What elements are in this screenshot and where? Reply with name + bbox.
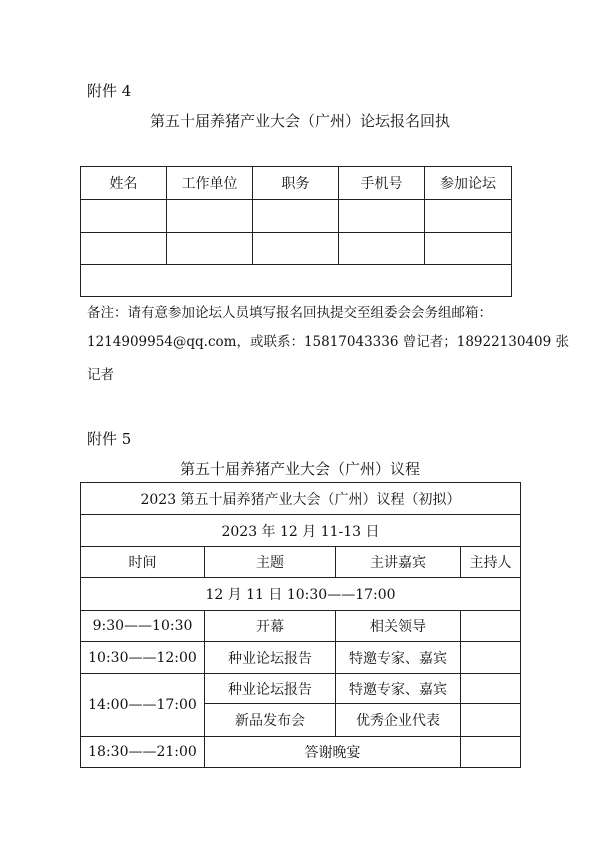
form-cell[interactable]	[253, 233, 339, 265]
topic-cell: 种业论坛报告	[205, 674, 336, 704]
time-cell: 18:30——21:00	[81, 737, 205, 768]
registration-form-title: 第五十届养猪产业大会（广州）论坛报名回执	[149, 112, 450, 130]
header-time: 时间	[81, 547, 205, 578]
agenda-title: 第五十届养猪产业大会（广州）议程	[179, 460, 420, 478]
day-row: 12 月 11 日 10:30——17:00	[81, 578, 521, 611]
header-work-unit: 工作单位	[167, 167, 253, 200]
host-cell	[461, 642, 521, 674]
time-cell: 9:30——10:30	[81, 611, 205, 642]
host-cell	[461, 737, 521, 768]
header-forum: 参加论坛	[425, 167, 512, 200]
header-name: 姓名	[81, 167, 167, 200]
form-cell[interactable]	[339, 233, 425, 265]
form-cell[interactable]	[425, 233, 512, 265]
host-cell	[461, 611, 521, 642]
header-topic: 主题	[205, 547, 336, 578]
topic-cell: 答谢晚宴	[205, 737, 461, 768]
table-row	[81, 737, 521, 768]
table-row	[81, 642, 521, 674]
header-position: 职务	[253, 167, 339, 200]
speaker-cell: 相关领导	[336, 611, 461, 642]
topic-cell: 种业论坛报告	[205, 642, 336, 674]
form-cell[interactable]	[425, 200, 512, 233]
table-row	[81, 674, 521, 704]
registration-table	[80, 166, 512, 297]
note-line-2: 1214909954@qq.com，或联系：15817043336 曾记者；18922130409 张	[87, 334, 569, 350]
form-cell[interactable]	[167, 200, 253, 233]
form-cell[interactable]	[81, 200, 167, 233]
speaker-cell: 特邀专家、嘉宾	[336, 642, 461, 674]
time-cell: 14:00——17:00	[81, 674, 205, 737]
agenda-table-date: 2023 年 12 月 11-13 日	[81, 515, 521, 547]
form-cell[interactable]	[339, 200, 425, 233]
host-cell	[461, 704, 521, 737]
note-line-3: 记者	[87, 367, 114, 383]
form-cell[interactable]	[253, 200, 339, 233]
agenda-table	[80, 482, 521, 768]
attachment-4-label: 附件 4	[87, 82, 132, 100]
agenda-table-title: 2023 第五十届养猪产业大会（广州）议程（初拟）	[81, 483, 521, 515]
form-cell-wide[interactable]	[81, 265, 512, 297]
topic-cell: 新品发布会	[205, 704, 336, 737]
note-line-1: 备注：请有意参加论坛人员填写报名回执提交至组委会会务组邮箱：	[87, 305, 492, 321]
header-phone: 手机号	[339, 167, 425, 200]
topic-cell: 开幕	[205, 611, 336, 642]
attachment-5-label: 附件 5	[87, 430, 132, 448]
speaker-cell: 特邀专家、嘉宾	[336, 674, 461, 704]
header-host: 主持人	[461, 547, 521, 578]
form-cell[interactable]	[167, 233, 253, 265]
form-cell[interactable]	[81, 233, 167, 265]
header-speaker: 主讲嘉宾	[336, 547, 461, 578]
speaker-cell: 优秀企业代表	[336, 704, 461, 737]
host-cell	[461, 674, 521, 704]
time-cell: 10:30——12:00	[81, 642, 205, 674]
table-row	[81, 611, 521, 642]
